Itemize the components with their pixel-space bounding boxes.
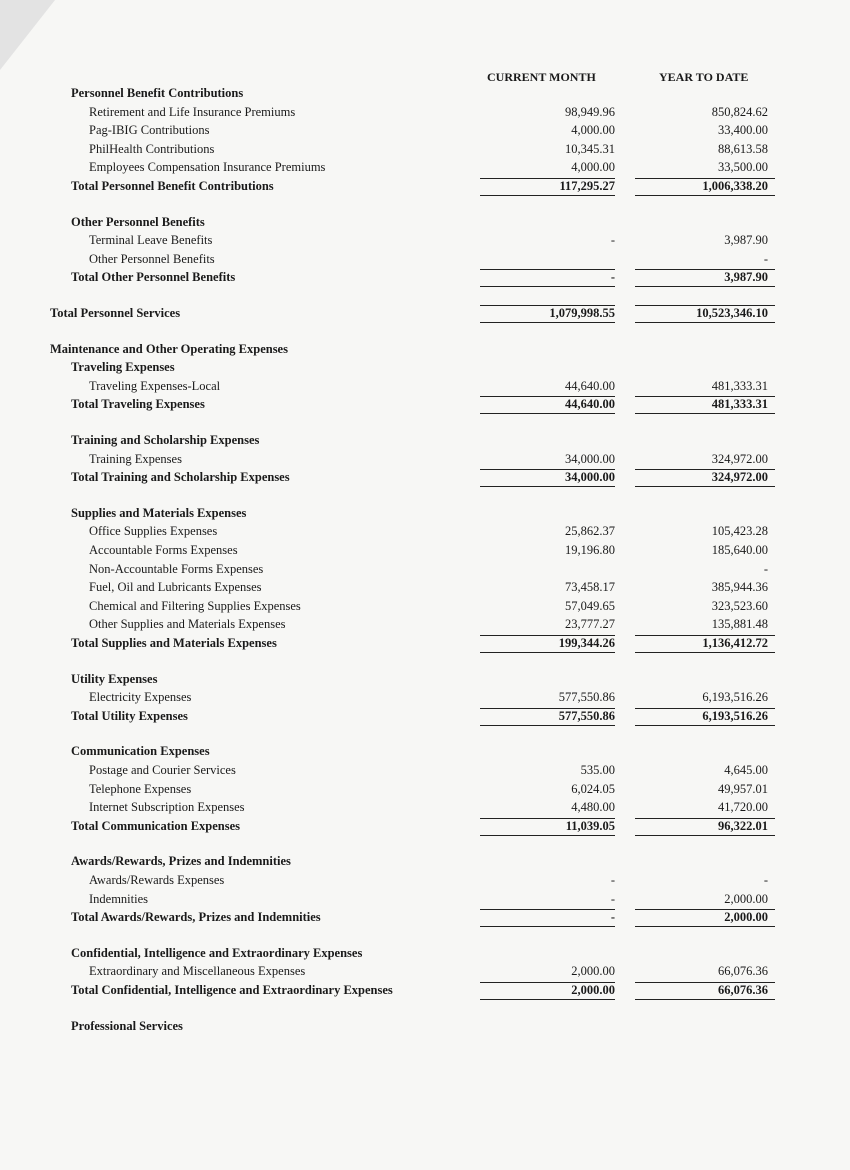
current-month-value: 4,480.00	[571, 800, 615, 815]
current-month-value: 535.00	[580, 763, 615, 777]
line-item-row	[0, 233, 850, 251]
year-to-date-value: 41,720.00	[718, 800, 768, 815]
current-month-value: -	[610, 270, 615, 285]
current-month-value: 19,196.80	[565, 543, 615, 557]
current-month-total-rule	[480, 178, 615, 179]
current-month-total-underline	[480, 413, 615, 414]
year-to-date-total-rule	[635, 909, 775, 910]
year-to-date-value: -	[763, 561, 768, 576]
line-item-row	[0, 617, 850, 635]
current-month-total-rule	[480, 818, 615, 819]
year-to-date-total-rule	[635, 469, 775, 470]
line-item-row	[0, 105, 850, 123]
row-label: Total Supplies and Materials Expenses	[71, 636, 277, 650]
year-to-date-value: 6,193,516.26	[702, 708, 768, 723]
current-month-value: 34,000.00	[565, 470, 615, 485]
year-to-date-value: 3,987.90	[724, 233, 768, 248]
row-label: Other Personnel Benefits	[71, 214, 205, 229]
current-month-total-underline	[480, 195, 615, 196]
line-item-row	[0, 452, 850, 470]
year-to-date-total-underline	[635, 486, 775, 487]
section-row	[0, 215, 850, 233]
year-to-date-total-rule	[635, 708, 775, 709]
year-to-date-value: -	[763, 251, 768, 266]
current-month-value: 4,000.00	[571, 123, 615, 138]
row-label: Traveling Expenses	[71, 360, 175, 375]
row-label: Postage and Courier Services	[89, 763, 236, 777]
year-to-date-value: 135,881.48	[711, 617, 768, 632]
current-month-value: 2,000.00	[571, 983, 615, 997]
year-to-date-total-rule	[635, 178, 775, 179]
current-month-value: 44,640.00	[565, 378, 615, 393]
year-to-date-total-underline	[635, 195, 775, 196]
row-label: Total Training and Scholarship Expenses	[71, 470, 290, 485]
year-to-date-total-underline	[635, 835, 775, 836]
section-row	[0, 744, 850, 762]
line-item-row	[0, 524, 850, 542]
year-to-date-value: 185,640.00	[711, 543, 768, 557]
year-to-date-value: 6,193,516.26	[702, 690, 768, 705]
year-to-date-total-rule	[635, 396, 775, 397]
year-to-date-header: YEAR TO DATE	[659, 70, 749, 84]
row-label: Retirement and Life Insurance Premiums	[89, 104, 296, 119]
line-item-row	[0, 142, 850, 160]
row-label: Terminal Leave Benefits	[89, 233, 213, 248]
year-to-date-value: 4,645.00	[724, 763, 768, 777]
section-row	[0, 854, 850, 872]
current-month-total-underline	[480, 725, 615, 726]
year-to-date-value: 1,136,412.72	[702, 636, 768, 650]
current-month-total-underline	[480, 286, 615, 287]
year-to-date-value: 2,000.00	[724, 910, 768, 925]
year-to-date-value: 850,824.62	[711, 104, 768, 119]
current-month-total-rule	[480, 635, 615, 636]
section-row	[0, 433, 850, 451]
line-item-row	[0, 800, 850, 818]
folded-corner	[0, 0, 55, 70]
current-month-total-underline	[480, 652, 615, 653]
year-to-date-value: -	[763, 873, 768, 887]
row-label: Internet Subscription Expenses	[89, 800, 245, 815]
row-label: Telephone Expenses	[89, 781, 192, 796]
year-to-date-value: 33,500.00	[718, 160, 768, 175]
current-month-total-rule	[480, 305, 615, 306]
year-to-date-total-rule	[635, 982, 775, 983]
section-row	[0, 506, 850, 524]
row-label: Non-Accountable Forms Expenses	[89, 561, 264, 576]
line-item-row	[0, 964, 850, 982]
year-to-date-value: 66,076.36	[718, 964, 768, 979]
current-month-value: 1,079,998.55	[549, 306, 615, 320]
year-to-date-value: 1,006,338.20	[702, 179, 768, 193]
current-month-value: 577,550.86	[558, 708, 615, 723]
row-label: Electricity Expenses	[89, 690, 192, 705]
row-label: Supplies and Materials Expenses	[71, 505, 247, 520]
year-to-date-value: 96,322.01	[718, 818, 768, 833]
line-item-row	[0, 252, 850, 270]
row-label: Confidential, Intelligence and Extraordinary Expenses	[71, 945, 363, 960]
row-label: Utility Expenses	[71, 671, 158, 686]
year-to-date-total-rule	[635, 305, 775, 306]
current-month-value: -	[610, 891, 615, 906]
row-label: Communication Expenses	[71, 744, 210, 759]
current-month-value: 577,550.86	[558, 690, 615, 705]
current-month-value: 98,949.96	[565, 104, 615, 119]
current-month-value: -	[610, 873, 615, 887]
year-to-date-value: 66,076.36	[718, 983, 768, 997]
year-to-date-total-underline	[635, 413, 775, 414]
section-row	[0, 946, 850, 964]
row-label: Total Other Personnel Benefits	[71, 270, 236, 285]
current-month-value: -	[610, 233, 615, 248]
section-row	[0, 672, 850, 690]
current-month-header: CURRENT MONTH	[487, 70, 596, 84]
year-to-date-value: 88,613.58	[718, 141, 768, 156]
row-label: Maintenance and Other Operating Expenses	[50, 341, 288, 356]
current-month-total-rule	[480, 982, 615, 983]
current-month-value: 57,049.65	[565, 598, 615, 613]
section-row	[0, 86, 850, 104]
major-row	[0, 342, 850, 360]
year-to-date-value: 2,000.00	[724, 891, 768, 906]
row-label: Accountable Forms Expenses	[89, 543, 238, 557]
row-label: Professional Services	[71, 1018, 183, 1033]
year-to-date-total-underline	[635, 286, 775, 287]
line-item-row	[0, 543, 850, 561]
current-month-total-rule	[480, 396, 615, 397]
row-label: Total Traveling Expenses	[71, 397, 205, 412]
current-month-value: 44,640.00	[565, 397, 615, 412]
year-to-date-value: 105,423.28	[711, 524, 768, 539]
section-row	[0, 1019, 850, 1037]
row-label: Employees Compensation Insurance Premiums	[89, 160, 326, 175]
year-to-date-total-rule	[635, 635, 775, 636]
row-label: Training Expenses	[89, 451, 182, 466]
year-to-date-value: 3,987.90	[724, 270, 768, 285]
line-item-row	[0, 562, 850, 580]
line-item-row	[0, 892, 850, 910]
year-to-date-value: 49,957.01	[718, 781, 768, 796]
line-item-row	[0, 379, 850, 397]
row-label: Total Utility Expenses	[71, 708, 188, 723]
current-month-total-rule	[480, 469, 615, 470]
row-label: Other Personnel Benefits	[89, 251, 215, 266]
line-item-row	[0, 580, 850, 598]
current-month-value: 6,024.05	[571, 781, 615, 796]
current-month-value: 11,039.05	[565, 818, 615, 833]
current-month-value: -	[610, 910, 615, 925]
current-month-total-underline	[480, 322, 615, 323]
year-to-date-value: 10,523,346.10	[696, 306, 768, 320]
line-item-row	[0, 690, 850, 708]
year-to-date-total-underline	[635, 725, 775, 726]
current-month-total-rule	[480, 708, 615, 709]
line-item-row	[0, 873, 850, 891]
current-month-total-underline	[480, 835, 615, 836]
line-item-row	[0, 599, 850, 617]
current-month-value: 73,458.17	[565, 580, 615, 595]
row-label: Chemical and Filtering Supplies Expenses	[89, 598, 301, 613]
row-label: Other Supplies and Materials Expenses	[89, 617, 286, 632]
current-month-total-underline	[480, 926, 615, 927]
row-label: Fuel, Oil and Lubricants Expenses	[89, 580, 262, 595]
current-month-value: 2,000.00	[571, 964, 615, 979]
row-label: Pag-IBIG Contributions	[89, 123, 210, 138]
current-month-total-rule	[480, 269, 615, 270]
current-month-value: 25,862.37	[565, 524, 615, 539]
current-month-value: 117,295.27	[559, 179, 615, 193]
row-label: Office Supplies Expenses	[89, 524, 218, 539]
row-label: Indemnities	[89, 891, 149, 906]
line-item-row	[0, 763, 850, 781]
row-label: Traveling Expenses-Local	[89, 378, 221, 393]
row-label: Personnel Benefit Contributions	[71, 86, 244, 100]
current-month-value: 199,344.26	[558, 636, 615, 650]
year-to-date-value: 324,972.00	[711, 470, 768, 485]
current-month-total-underline	[480, 486, 615, 487]
section-row	[0, 360, 850, 378]
line-item-row	[0, 782, 850, 800]
current-month-value: 4,000.00	[571, 160, 615, 175]
year-to-date-value: 323,523.60	[711, 598, 768, 613]
current-month-total-rule	[480, 909, 615, 910]
current-month-value: 10,345.31	[565, 141, 615, 156]
row-label: Extraordinary and Miscellaneous Expenses	[89, 964, 306, 979]
row-label: Training and Scholarship Expenses	[71, 433, 260, 447]
row-label: PhilHealth Contributions	[89, 141, 215, 156]
year-to-date-value: 385,944.36	[711, 580, 768, 595]
year-to-date-total-rule	[635, 269, 775, 270]
year-to-date-total-underline	[635, 652, 775, 653]
row-label: Total Confidential, Intelligence and Extraordinary Expenses	[71, 983, 393, 997]
year-to-date-value: 324,972.00	[711, 451, 768, 466]
line-item-row	[0, 160, 850, 178]
year-to-date-total-underline	[635, 322, 775, 323]
row-label: Total Personnel Benefit Contributions	[71, 179, 274, 193]
line-item-row	[0, 123, 850, 141]
year-to-date-value: 33,400.00	[718, 123, 768, 138]
year-to-date-value: 481,333.31	[711, 397, 768, 412]
row-label: Awards/Rewards, Prizes and Indemnities	[71, 854, 291, 869]
row-label: Total Personnel Services	[50, 306, 181, 320]
row-label: Awards/Rewards Expenses	[89, 873, 225, 887]
year-to-date-total-underline	[635, 926, 775, 927]
current-month-value: 34,000.00	[565, 451, 615, 466]
row-label: Total Communication Expenses	[71, 818, 241, 833]
year-to-date-total-underline	[635, 999, 775, 1000]
year-to-date-total-rule	[635, 818, 775, 819]
row-label: Total Awards/Rewards, Prizes and Indemnities	[71, 910, 321, 925]
current-month-total-underline	[480, 999, 615, 1000]
current-month-value: 23,777.27	[565, 617, 615, 632]
year-to-date-value: 481,333.31	[711, 378, 768, 393]
